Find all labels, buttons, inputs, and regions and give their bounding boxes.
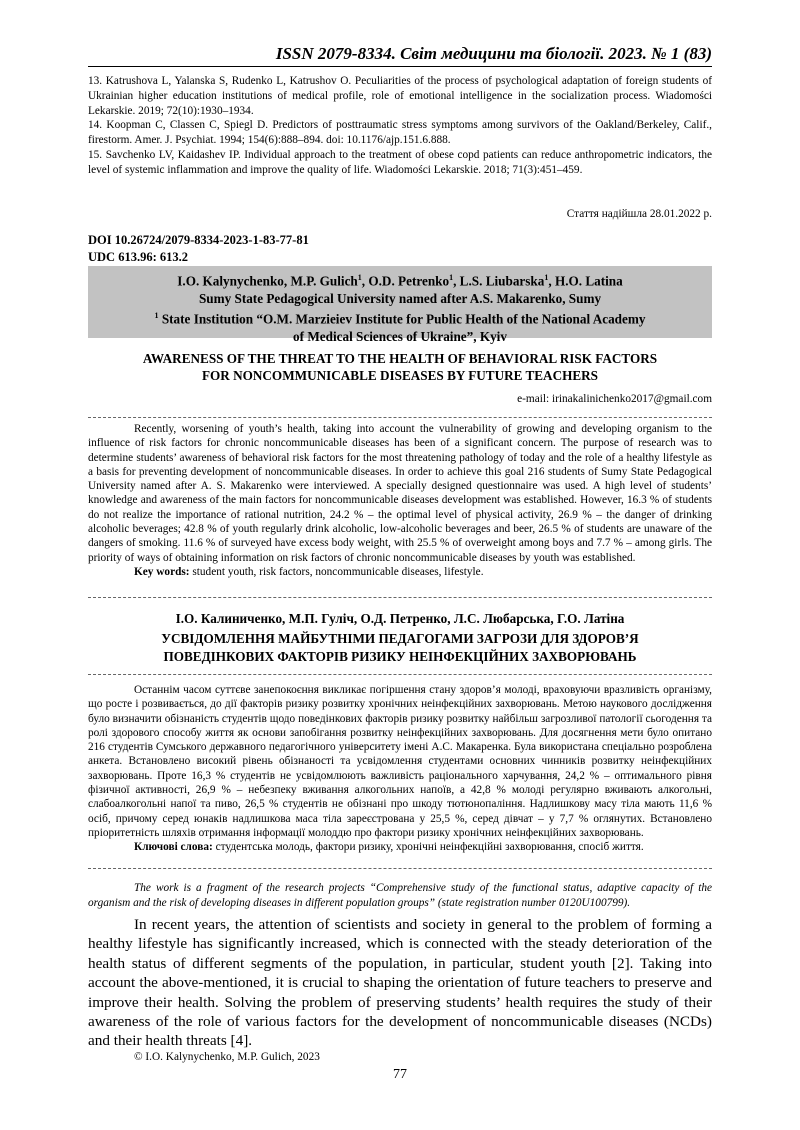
received-date: Стаття надійшла 28.01.2022 р. <box>566 208 712 220</box>
divider-wavy <box>88 597 712 603</box>
doi[interactable]: DOI 10.26724/2079-8334-2023-1-83-77-81 <box>88 233 309 247</box>
abstract-ua <box>88 683 712 855</box>
copyright: © I.O. Kalynychenko, M.P. Gulich, 2023 <box>134 1051 320 1063</box>
article-title-ua: УСВІДОМЛЕННЯ МАЙБУТНІМИ ПЕДАГОГАМИ ЗАГРОЗИ ДЛЯ ЗДОРОВ’Я ПОВЕДІНКОВИХ ФАКТОРІВ РИЗИКУ НЕІНФЕКЦІЙНИХ ЗАХВОРЮВАНЬ <box>161 631 639 664</box>
divider-wavy <box>88 674 712 680</box>
article-identifiers <box>88 232 309 266</box>
header-rule <box>88 66 712 67</box>
udc: UDC 613.96: 613.2 <box>88 250 188 264</box>
keywords-ua: Ключові слова: студентська молодь, фактори ризику, хронічні неінфекційні захворювання, спосіб життя. <box>134 841 644 854</box>
affiliation-2-cont: of Medical Sciences of Ukraine”, Kyiv <box>293 329 507 345</box>
reference-item: 13. Katrushova L, Yalanska S, Rudenko L, Katrushov O. Peculiarities of the process of psychological adaptation of foreign students of Ukrainian higher education institutions of medical profile, role of emotional intelligence in the socialization process. Wiadomości Lekarskie. 2019; 72(10):1930–1934. <box>88 75 712 117</box>
abstract-ua-text: Останнім часом суттєве занепокоєння викликає погіршення стану здоров’я молоді, враховуючи вразливість організму, що росте і розвивається, до дії факторів ризику розвитку хронічних неінфекційних захворювань. Метою наукового дослідження було визначити обізнаність студентів щодо поведінкових факторів ризику розвитку найбільш загрозливої патології сьогодення та ролі здорового способу життя як основи запобігання розвитку неінфекційних захворювань. Для досягнення мети було опитано 216 студентів Сумського державного педагогічного університету імені А.С. Макаренка. Була використана спеціально розроблена анкета. Встановлено високий рівень обізнаності та усвідомлення студентами основних чинників розвитку неінфекційних захворювань. Проте 16,3 % студентів не усвідомлюють важливість раціонального харчування, 24,2 % – оптимального рівня фізичної активності, 26,9 % – небезпеку вживання алкогольних напоїв, а 42,8 % молоді регулярно вживають алкогольні, слабоалкогольні напої та пиво, 26,5 % студентів не обізнані про шкоду тютюнопаління. Надлишкову масу тіла мають 11,6 % осіб, причому серед юнаків надлишкова маса тіла зареєстрована у 25,5 %, серед дівчат – у 7,7 % оглянутих. Встановлено пріоритетність шляхів отримання інформації молоддю про фактори ризику хронічних неінфекційних захворювань. <box>88 684 712 839</box>
reference-item: 14. Koopman C, Classen C, Spiegl D. Predictors of posttraumatic stress symptoms among survivors of the Oakland/Berkeley, Calif., firestorm. Amer. J. Psychiat. 1994; 154(6):888–894. doi: 10.1176/ajp.151.6.888. <box>88 119 712 147</box>
authors-ua: І.О. Калиниченко, М.П. Гуліч, О.Д. Петренко, Л.С. Любарська, Г.О. Латіна <box>175 611 625 626</box>
page-number: 77 <box>393 1067 407 1082</box>
article-title-en: AWARENESS OF THE THREAT TO THE HEALTH OF BEHAVIORAL RISK FACTORS FOR NONCOMMUNICABLE DISEASES BY FUTURE TEACHERS <box>142 351 658 383</box>
reference-list <box>88 74 712 178</box>
reference-item: 15. Savchenko LV, Kaidashev IP. Individual approach to the treatment of obese copd patients can reduce anthropometric indicators, the level of systemic inflammation and improve the quality of life. Wiadomości Lekarskie. 2018; 71(3):451–459. <box>88 148 712 176</box>
funding-note: The work is a fragment of the research projects “Comprehensive study of the functional status, adaptive capacity of the organism and the risk of developing diseases in different population groups” (state registration number 0120U100799). <box>88 882 712 909</box>
affiliation-1: Sumy State Pedagogical University named after A.S. Makarenko, Sumy <box>198 290 602 306</box>
abstract-en-text: Recently, worsening of youth’s health, taking into account the vulnerability of growing and developing organism to the influence of risk factors for chronic noncommunicable diseases has been of a significant concern. The purpose of research was to determine students’ awareness of behavioral risk factors for the most threatening pathology of today and the role of a healthy lifestyle as a basis for preventing development of noncommunicable diseases. In order to achieve this goal 216 students of Sumy State Pedagogical University named after A. S. Makarenko were interviewed. A specially designed questionnaire was used. A high level of students’ knowledge and awareness of the main factors for noncommunicable diseases development was established. However, 16.3 % of students do not realize the importance of rational nutrition, 24.2 % – the optimal level of physical activity, 26.9 % – the danger of drinking alcoholic beverages; 42.8 % of youth regularly drink alcoholic, low-alcoholic beverages and beer, 26.5 % of students are unaware of the dangers of smoking. 11.6 % of surveyed have excess body weight, with 25.5 % of overweight among boys and 7.7 % – among girls. The priority of ways of obtaining information on risk factors of chronic noncommunicable diseases by youth was established. <box>88 423 712 564</box>
divider-wavy <box>88 868 712 874</box>
corresponding-email[interactable]: e-mail: irinakalinichenko2017@gmail.com <box>517 393 712 405</box>
authors-en: I.O. Kalynychenko, M.P. Gulich$^1$, O.D. Petrenko$^1$, L.S. Liubarska$^1$, H.O. Latina <box>177 273 623 289</box>
abstract-en <box>88 422 712 579</box>
affiliation-2: $^1$ State Institution “O.M. Marzieiev Institute for Public Health of the National Academy <box>154 311 646 327</box>
keywords-en: Key words: student youth, risk factors, noncommunicable diseases, lifestyle. <box>134 565 484 578</box>
running-head: ISSN 2079-8334. Світ медицини та біології. 2023. № 1 (83) <box>275 44 712 63</box>
authors-affiliations-box <box>88 266 712 345</box>
body-paragraph: In recent years, the attention of scientists and society in general to the problem of forming a healthy lifestyle has significantly increased, which is connected with the steady deterioration of the health status of different segments of the population, in particular, student youth [2]. Taking into account the above-mentioned, it is crucial to shaping the orientation of future teachers to preserve and improve their health. Solving the problem of preserving students’ health requires the study of their awareness of the role of various factors for the development of noncommunicable diseases (NCDs) and their health threats [4]. <box>88 916 712 1050</box>
